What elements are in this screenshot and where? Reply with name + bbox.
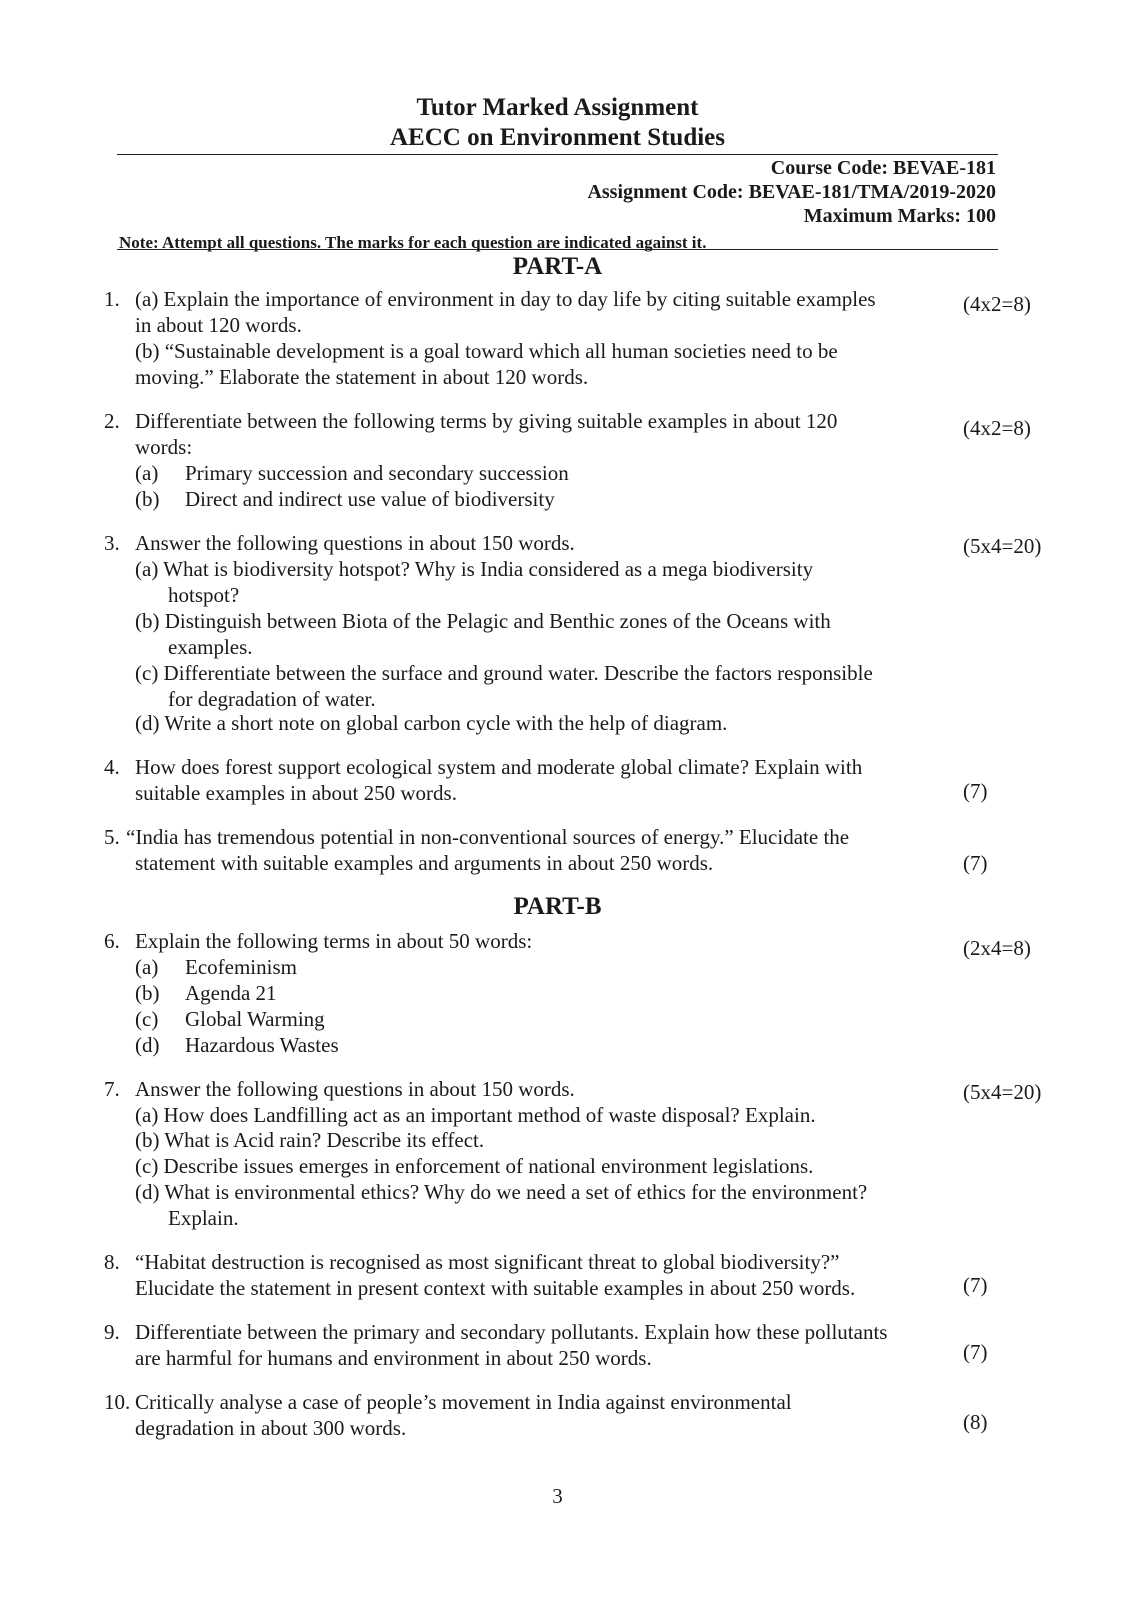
question-text-line: How does forest support ecological system and moderate global climate? Explain with: [135, 755, 863, 779]
assignment-title: Tutor Marked Assignment: [416, 94, 699, 121]
question-number: 6.: [104, 929, 120, 953]
question-text-line: (a) What is biodiversity hotspot? Why is India considered as a mega biodiversity: [135, 557, 814, 581]
question-text-line: words:: [135, 435, 193, 459]
item-text: Hazardous Wastes: [185, 1033, 339, 1057]
question-text-line: hotspot?: [168, 583, 240, 607]
question-number: 7.: [104, 1077, 120, 1101]
question-text-line: are harmful for humans and environment in about 250 words.: [135, 1346, 652, 1370]
item-label: (b): [135, 487, 160, 511]
question-text-line: (c) Describe issues emerges in enforcement of national environment legislations.: [135, 1154, 814, 1178]
question-number: 2.: [104, 409, 120, 433]
part-b-heading: PART-B: [513, 893, 602, 920]
item-text: Global Warming: [185, 1007, 325, 1031]
question-text-line: (b) “Sustainable development is a goal toward which all human societies need to be: [135, 339, 838, 363]
item-text: Ecofeminism: [185, 955, 297, 979]
item-text: Primary succession and secondary succession: [185, 461, 569, 485]
header-divider-bottom: [117, 249, 998, 250]
question-text-line: statement with suitable examples and arguments in about 250 words.: [135, 851, 714, 875]
question-text-line: (c) Differentiate between the surface and ground water. Describe the factors responsible: [135, 661, 873, 685]
item-label: (a): [135, 955, 159, 979]
item-text: Agenda 21: [185, 981, 277, 1005]
instructions-note: Note: Attempt all questions. The marks for each question are indicated against it.: [119, 233, 707, 252]
question-text-line: (d) What is environmental ethics? Why do we need a set of ethics for the environment?: [135, 1180, 868, 1204]
page-number: 3: [552, 1484, 563, 1508]
course-code: Course Code: BEVAE-181: [770, 157, 996, 179]
question-text-line: Answer the following questions in about 150 words.: [135, 1077, 575, 1101]
question-text-line: “India has tremendous potential in non-conventional sources of energy.” Elucidate the: [126, 825, 850, 849]
course-title: AECC on Environment Studies: [389, 124, 726, 151]
question-text-line: Explain.: [168, 1206, 239, 1230]
question-text-line: for degradation of water.: [168, 687, 376, 711]
question-text-line: examples.: [168, 635, 253, 659]
question-number: 4.: [104, 755, 120, 779]
question-text-line: (a) Explain the importance of environment in day to day life by citing suitable examples: [135, 287, 876, 311]
item-label: (a): [135, 461, 159, 485]
question-number: 5.: [104, 825, 120, 849]
question-text-line: Answer the following questions in about 150 words.: [135, 531, 575, 555]
question-text-line: Differentiate between the primary and secondary pollutants. Explain how these pollutants: [135, 1320, 888, 1344]
question-marks: (5x4=20): [963, 1080, 1042, 1104]
question-text-line: “Habitat destruction is recognised as most significant threat to global biodiversity?”: [135, 1250, 840, 1274]
question-marks: (8): [963, 1410, 988, 1434]
item-text: Direct and indirect use value of biodiversity: [185, 487, 555, 511]
assignment-code: Assignment Code: BEVAE-181/TMA/2019-2020: [587, 181, 996, 203]
question-text-line: Differentiate between the following terms by giving suitable examples in about 120: [135, 409, 838, 433]
question-number: 1.: [104, 287, 120, 311]
question-text-line: Elucidate the statement in present context with suitable examples in about 250 words.: [135, 1276, 856, 1300]
question-text-line: degradation in about 300 words.: [135, 1416, 407, 1440]
question-text-line: (b) What is Acid rain? Describe its effect.: [135, 1128, 485, 1152]
part-a-heading: PART-A: [512, 253, 603, 280]
item-label: (b): [135, 981, 160, 1005]
question-text-line: Explain the following terms in about 50 words:: [135, 929, 533, 953]
question-text-line: (b) Distinguish between Biota of the Pelagic and Benthic zones of the Oceans with: [135, 609, 831, 633]
question-number: 10.: [104, 1390, 131, 1414]
question-number: 8.: [104, 1250, 120, 1274]
question-number: 3.: [104, 531, 120, 555]
question-marks: (4x2=8): [963, 416, 1031, 440]
question-number: 9.: [104, 1320, 120, 1344]
question-marks: (5x4=20): [963, 534, 1042, 558]
question-marks: (7): [963, 1340, 988, 1364]
question-text-line: (d) Write a short note on global carbon cycle with the help of diagram.: [135, 711, 728, 735]
question-text-line: in about 120 words.: [135, 313, 302, 337]
question-marks: (7): [963, 1273, 988, 1297]
question-text-line: moving.” Elaborate the statement in about 120 words.: [135, 365, 589, 389]
item-label: (d): [135, 1033, 160, 1057]
maximum-marks: Maximum Marks: 100: [803, 205, 996, 227]
item-label: (c): [135, 1007, 159, 1031]
question-marks: (7): [963, 779, 988, 803]
question-text-line: Critically analyse a case of people’s movement in India against environmental: [135, 1390, 792, 1414]
header-divider-top: [117, 154, 998, 155]
question-text-line: (a) How does Landfilling act as an important method of waste disposal? Explain.: [135, 1103, 816, 1127]
question-marks: (4x2=8): [963, 292, 1031, 316]
question-marks: (2x4=8): [963, 936, 1031, 960]
question-marks: (7): [963, 851, 988, 875]
question-text-line: suitable examples in about 250 words.: [135, 781, 457, 805]
